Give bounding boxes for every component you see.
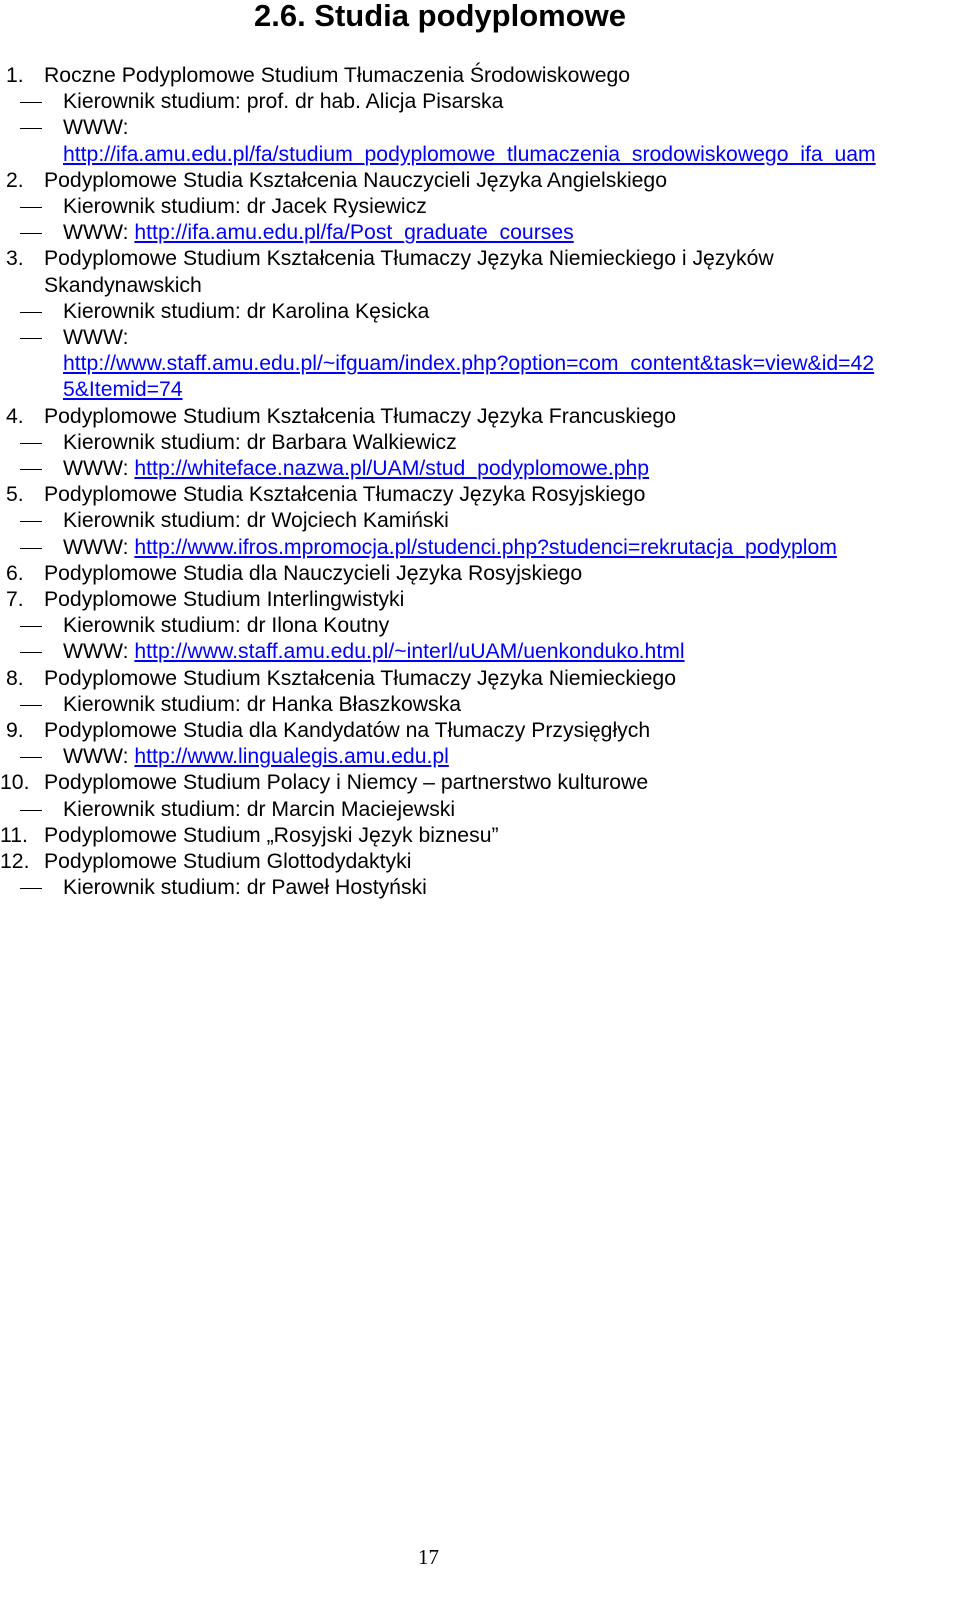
- www-label: WWW:: [63, 116, 129, 140]
- head-text: Kierownik studium: dr Hanka Błaszkowska: [63, 692, 462, 716]
- item-number: 3.: [6, 247, 24, 271]
- program-head: [0, 875, 960, 901]
- item-number: 12.: [0, 850, 30, 874]
- program-link-continued[interactable]: 5&Itemid=74: [63, 378, 183, 402]
- head-text: Kierownik studium: dr Paweł Hostyński: [63, 876, 427, 900]
- program-www: [0, 220, 960, 246]
- list-item: [0, 561, 960, 587]
- dash-bullet: [20, 535, 42, 549]
- program-head: [0, 299, 960, 325]
- program-head: [0, 613, 960, 639]
- programs-list: [0, 63, 960, 902]
- list-item: [0, 666, 960, 692]
- head-text: Kierownik studium: prof. dr hab. Alicja Pisarska: [63, 90, 504, 114]
- dash-bullet: [20, 115, 42, 129]
- list-item: [0, 168, 960, 194]
- list-item: [0, 770, 960, 796]
- program-www-url-line: [0, 142, 960, 168]
- head-text: Kierownik studium: dr Wojciech Kamiński: [63, 509, 449, 533]
- dash-bullet: [20, 325, 42, 339]
- dash-bullet: [20, 220, 42, 234]
- program-name: Podyplomowe Studium Kształcenia Tłumaczy Języka Francuskiego: [44, 404, 676, 428]
- dash-bullet: [20, 89, 42, 103]
- program-link[interactable]: http://ifa.amu.edu.pl/fa/Post_graduate_courses: [134, 221, 574, 245]
- program-head: [0, 430, 960, 456]
- program-link[interactable]: http://www.staff.amu.edu.pl/~ifguam/index.php?option=com_content&task=view&id=42: [63, 352, 875, 376]
- program-name: Podyplomowe Studium Kształcenia Tłumaczy Języka Niemieckiego i Języków: [44, 247, 774, 271]
- list-item: [0, 482, 960, 508]
- dash-bullet: [20, 692, 42, 706]
- list-item: [0, 63, 960, 89]
- program-name: Podyplomowe Studium „Rosyjski Język biznesu”: [44, 823, 499, 847]
- dash-bullet: [20, 299, 42, 313]
- www-label: WWW:: [63, 745, 135, 769]
- program-name: Podyplomowe Studium Glottodydaktyki: [44, 850, 412, 874]
- list-item: [0, 849, 960, 875]
- program-name-continued: [0, 273, 960, 299]
- www-label: WWW:: [63, 535, 135, 559]
- program-link[interactable]: http://www.ifros.mpromocja.pl/studenci.php?studenci=rekrutacja_podyplom: [134, 535, 837, 559]
- www-label: WWW:: [63, 640, 135, 664]
- program-www-url-line: [0, 351, 960, 377]
- dash-bullet: [20, 744, 42, 758]
- dash-bullet: [20, 797, 42, 811]
- program-www: [0, 639, 960, 665]
- program-name: Podyplomowe Studium Polacy i Niemcy – partnerstwo kulturowe: [44, 771, 649, 795]
- head-text: Kierownik studium: dr Ilona Koutny: [63, 614, 390, 638]
- dash-bullet: [20, 613, 42, 627]
- head-text: Kierownik studium: dr Karolina Kęsicka: [63, 299, 430, 323]
- program-link[interactable]: http://whiteface.nazwa.pl/UAM/stud_podyplomowe.php: [134, 457, 650, 481]
- head-text: Kierownik studium: dr Jacek Rysiewicz: [63, 195, 427, 219]
- program-www: [0, 535, 960, 561]
- list-item: [0, 246, 960, 272]
- program-name: Podyplomowe Studium Kształcenia Tłumaczy Języka Niemieckiego: [44, 666, 676, 690]
- program-www-url-line: [0, 377, 960, 403]
- www-label: WWW:: [63, 457, 135, 481]
- program-head: [0, 194, 960, 220]
- program-name: Podyplomowe Studia Kształcenia Nauczycieli Języka Angielskiego: [44, 168, 668, 192]
- program-link[interactable]: http://ifa.amu.edu.pl/fa/studium_podyplomowe_tlumaczenia_srodowiskowego_ifa_uam: [63, 142, 876, 166]
- head-text: Kierownik studium: dr Marcin Maciejewski: [63, 797, 456, 821]
- www-label: WWW:: [63, 326, 129, 350]
- program-name: Podyplomowe Studia dla Kandydatów na Tłumaczy Przysięgłych: [44, 719, 651, 743]
- item-number: 7.: [6, 588, 24, 612]
- program-name: Podyplomowe Studium Interlingwistyki: [44, 588, 405, 612]
- program-name: Podyplomowe Studia Kształcenia Tłumaczy Języka Rosyjskiego: [44, 483, 646, 507]
- dash-bullet: [20, 430, 42, 444]
- dash-bullet: [20, 194, 42, 208]
- program-head: [0, 89, 960, 115]
- program-head: [0, 797, 960, 823]
- dash-bullet: [20, 456, 42, 470]
- list-item: [0, 718, 960, 744]
- list-item: [0, 404, 960, 430]
- dash-bullet: [20, 639, 42, 653]
- program-head: [0, 692, 960, 718]
- head-text: Kierownik studium: dr Barbara Walkiewicz: [63, 430, 457, 454]
- program-www: [0, 325, 960, 351]
- program-link[interactable]: http://www.staff.amu.edu.pl/~interl/uUAM/uenkonduko.html: [134, 640, 685, 664]
- item-number: 10.: [0, 771, 30, 795]
- program-name: Podyplomowe Studia dla Nauczycieli Języka Rosyjskiego: [44, 561, 583, 585]
- page-number: 17: [418, 1545, 439, 1569]
- dash-bullet: [20, 875, 42, 889]
- program-link[interactable]: http://www.lingualegis.amu.edu.pl: [134, 745, 449, 769]
- item-number: 4.: [6, 404, 24, 428]
- dash-bullet: [20, 508, 42, 522]
- program-name-line2: Skandynawskich: [44, 273, 202, 297]
- item-number: 2.: [6, 168, 24, 192]
- item-number: 5.: [6, 483, 24, 507]
- program-www: [0, 115, 960, 141]
- list-item: [0, 587, 960, 613]
- program-www: [0, 744, 960, 770]
- item-number: 11.: [0, 823, 28, 847]
- item-number: 9.: [6, 719, 24, 743]
- program-www: [0, 456, 960, 482]
- program-name: Roczne Podyplomowe Studium Tłumaczenia Środowiskowego: [44, 64, 631, 87]
- item-number: 1.: [6, 64, 24, 87]
- item-number: 8.: [6, 666, 24, 690]
- page-title: 2.6. Studia podyplomowe: [253, 0, 627, 33]
- list-item: [0, 823, 960, 849]
- www-label: WWW:: [63, 221, 135, 245]
- program-head: [0, 508, 960, 534]
- item-number: 6.: [6, 561, 24, 585]
